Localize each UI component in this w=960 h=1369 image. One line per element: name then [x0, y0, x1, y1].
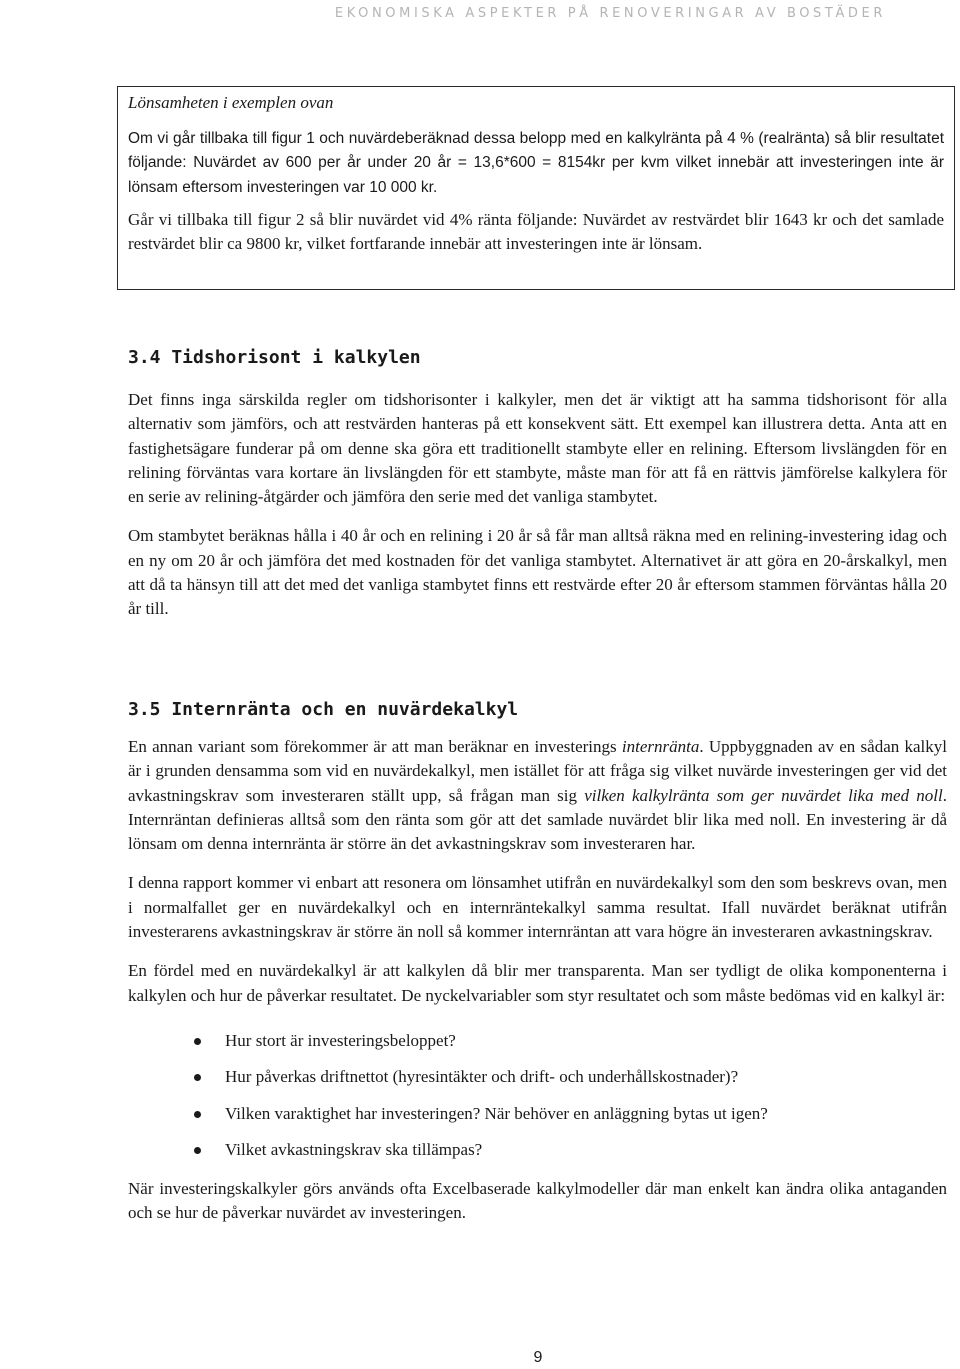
section-3-4-paragraph-1: Det finns inga särskilda regler om tidshorisonter i kalkyler, men det är viktigt att ha samma tidshorisont för alla alternativ som jämförs, och att restvärden hanteras på ett konsekvent sätt. Ett exempel kan illustrera detta. Anta att en fastighetsägare funderar på om denne ska göra ett traditionellt stambyte eller en relining. Eftersom livslängden för en relining förväntas vara kortare än livslängden för ett stambyte, måste man för att få en rättvis jämförelse kalkylera för en serie av relining-åtgärder och jämföra den serie med det vanliga stambytet. — [128, 390, 947, 507]
bullet-icon — [194, 1147, 201, 1154]
section-3-4-heading: 3.4 Tidshorisont i kalkylen — [128, 347, 421, 368]
box-paragraph-2: Går vi tillbaka till figur 2 så blir nuvärdet vid 4% ränta följande: Nuvärdet av restvärdet blir 1643 kr och det samlade restvärdet blir ca 9800 kr, vilket fortfarande innebär att investeringen inte är lönsam. — [128, 209, 944, 254]
bullet-icon — [194, 1111, 201, 1118]
list-item-text: Hur stort är investeringsbeloppet? — [225, 1030, 456, 1050]
list-item-text: Hur påverkas driftnettot (hyresintäkter och drift- och underhållskostnader)? — [225, 1067, 739, 1087]
section-3-5-paragraph-3: En fördel med en nuvärdekalkyl är att kalkylen då blir mer transparenta. Man ser tydligt de olika komponenterna i kalkylen och hur de påverkar resultatet. De nyckelvariabler som styr resultatet och som måste bedömas vid en kalkyl är: — [128, 961, 947, 1005]
section-3-4-paragraph-2: Om stambytet beräknas hålla i 40 år och en relining i 20 år så får man alltså räkna med en relining-investering idag och en ny om 20 år och jämföra det med kostnaden för det vanliga stambytet. Alternativet är att göra en 20-årskalkyl, men att då ta hänsyn till att det med det vanliga stambytet finns ett restvärde efter 20 år eftersom stammen förväntas hålla 20 år till. — [128, 526, 947, 619]
box-title: Lönsamheten i exemplen ovan — [128, 93, 334, 112]
p1-text-e: . Internräntan definieras alltså som den ränta som gör att det samlade nuvärdet blir lika med noll. En investering är då lönsam om denna internränta är större än det avkastningskrav som investeraren har. — [128, 785, 947, 854]
kalkylranta-phrase: vilken kalkylränta som ger nuvärdet lika med noll — [584, 785, 943, 805]
box-paragraph-1: Om vi går tillbaka till figur 1 och nuvärdeberäknad dessa belopp med en kalkylränta på 4 % (realränta) så blir resultatet följande: Nuvärdet av 600 per år under 20 år = 13,6*600 = 8154kr per kvm vilket innebär att investeringen inte är lönsam eftersom investeringen var 10 000 kr. — [128, 130, 944, 196]
list-item-text: Vilket avkastningskrav ska tillämpas? — [225, 1139, 483, 1159]
list-item — [128, 1138, 947, 1174]
section-3-5-heading: 3.5 Internränta och en nuvärdekalkyl — [128, 699, 519, 720]
section-3-5 — [128, 698, 947, 1226]
profitability-box — [117, 86, 955, 290]
section-3-5-paragraph-4: När investeringskalkyler görs används ofta Excelbaserade kalkylmodeller där man enkelt kan ändra olika antaganden och se hur de påverkar nuvärdet av investeringen. — [128, 1179, 947, 1223]
section-3-5-paragraph-1 — [128, 735, 947, 856]
list-item-text: Vilken varaktighet har investeringen? När behöver en anläggning bytas ut igen? — [225, 1103, 768, 1123]
running-header: EKONOMISKA ASPEKTER PÅ RENOVERINGAR AV BOSTÄDER — [334, 6, 886, 21]
list-item — [128, 1102, 947, 1138]
p1-text-a: En annan variant som förekommer är att man beräknar en investerings — [128, 737, 622, 756]
page-number: 9 — [533, 1349, 543, 1366]
bullet-icon — [194, 1038, 201, 1045]
section-3-5-paragraph-2: I denna rapport kommer vi enbart att resonera om lönsamhet utifrån en nuvärdekalkyl som den som beskrevs ovan, men i normalfallet ger en nuvärdekalkyl och en internräntekalkyl samma resultat. Ifall nuvärdet beräknat utifrån investerarens avkastningskrav är större än noll så kommer internräntan att vara högre än investeraren avkastningskrav. — [128, 873, 947, 942]
p1-text-c: . Uppbyggnaden av en sådan kalkyl är i grunden densamma som vid en nuvärdekalkyl, men istället för att fråga sig vilket nuvärde investeringen ger vid det avkastningskrav som investeraren ställt upp, så frågan man sig — [128, 737, 947, 805]
list-item — [128, 1065, 947, 1101]
section-3-4 — [128, 346, 947, 622]
internranta-term: internränta — [621, 737, 700, 756]
bullet-icon — [194, 1074, 201, 1081]
list-item — [128, 1029, 947, 1065]
key-variables-list — [128, 1029, 947, 1174]
